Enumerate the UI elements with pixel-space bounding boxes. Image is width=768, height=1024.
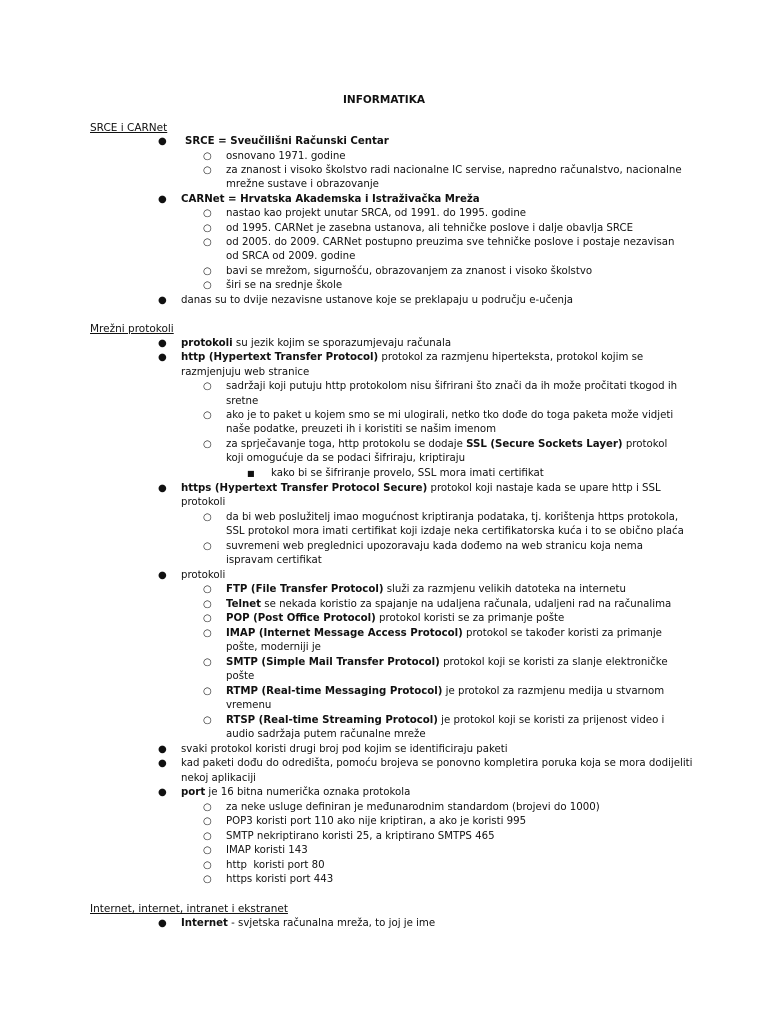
list-item: Internet - svjetska računalna mreža, to joj je ime bbox=[181, 918, 436, 929]
bullet-icon: ● bbox=[158, 352, 167, 363]
circle-bullet-icon: ○ bbox=[203, 802, 212, 813]
bullet-icon: ● bbox=[158, 483, 167, 494]
list-subitem: POP (Post Office Protocol) protokol koristi se za primanje pošte bbox=[226, 613, 565, 624]
circle-bullet-icon: ○ bbox=[203, 410, 212, 421]
circle-bullet-icon: ○ bbox=[203, 599, 212, 610]
list-item: SRCE = Sveučilišni Računski Centar bbox=[185, 136, 389, 147]
list-subitem-cont: koji omogućuje da se podaci šifriraju, kriptiraju bbox=[226, 453, 466, 464]
circle-bullet-icon: ○ bbox=[203, 816, 212, 827]
circle-bullet-icon: ○ bbox=[203, 512, 212, 523]
circle-bullet-icon: ○ bbox=[203, 208, 212, 219]
bullet-icon: ● bbox=[158, 338, 167, 349]
circle-bullet-icon: ○ bbox=[203, 439, 212, 450]
list-subitem-cont: naše podatke, preuzeti ih i koristiti se našim imenom bbox=[226, 424, 497, 435]
circle-bullet-icon: ○ bbox=[203, 874, 212, 885]
circle-bullet-icon: ○ bbox=[203, 613, 212, 624]
list-subitem: za znanost i visoko školstvo radi nacionalne IC servise, napredno računalstvo, nacionalne bbox=[226, 165, 682, 176]
list-subitem: https koristi port 443 bbox=[226, 874, 334, 885]
list-subitem: SMTP (Simple Mail Transfer Protocol) protokol koji se koristi za slanje elektroničke bbox=[226, 657, 668, 668]
list-item-cont: nekoj aplikaciji bbox=[181, 773, 256, 784]
square-bullet-icon: ■ bbox=[247, 469, 255, 478]
list-subitem: IMAP koristi 143 bbox=[226, 845, 308, 856]
list-item: http (Hypertext Transfer Protocol) protokol za razmjenu hiperteksta, protokol kojim se bbox=[181, 352, 644, 363]
list-item: kad paketi dođu do odredišta, pomoću brojeva se ponovno kompletira poruka koja se mora dodijeliti bbox=[181, 758, 693, 769]
bullet-icon: ● bbox=[158, 744, 167, 755]
list-subitem-cont: mrežne sustave i obrazovanje bbox=[226, 179, 379, 190]
circle-bullet-icon: ○ bbox=[203, 237, 212, 248]
list-subitem-cont: pošte bbox=[226, 671, 255, 682]
circle-bullet-icon: ○ bbox=[203, 831, 212, 842]
circle-bullet-icon: ○ bbox=[203, 584, 212, 595]
circle-bullet-icon: ○ bbox=[203, 686, 212, 697]
section-heading-internet: Internet, internet, intranet i ekstranet bbox=[90, 903, 288, 915]
list-subitem: za neke usluge definiran je međunarodnim standardom (brojevi do 1000) bbox=[226, 802, 600, 813]
list-subitem: da bi web poslužitelj imao mogućnost kriptiranja podataka, tj. korištenja https protokola, bbox=[226, 512, 679, 523]
list-subitem-cont: od SRCA od 2009. godine bbox=[226, 251, 356, 262]
section-heading-protocols: Mrežni protokoli bbox=[90, 323, 174, 335]
bullet-icon: ● bbox=[158, 758, 167, 769]
list-subitem: od 1995. CARNet je zasebna ustanova, ali tehničke poslove i dalje obavlja SRCE bbox=[226, 223, 634, 234]
circle-bullet-icon: ○ bbox=[203, 628, 212, 639]
list-subitem: nastao kao projekt unutar SRCA, od 1991. do 1995. godine bbox=[226, 208, 527, 219]
list-item-cont: razmjenjuju web stranice bbox=[181, 367, 310, 378]
list-item: https (Hypertext Transfer Protocol Secure) protokol koji nastaje kada se upare http i SSL bbox=[181, 483, 661, 494]
list-item: protokoli su jezik kojim se sporazumjevaju računala bbox=[181, 338, 452, 349]
list-subitem-cont: ispravam certifikat bbox=[226, 555, 322, 566]
list-subitem-cont: sretne bbox=[226, 396, 259, 407]
circle-bullet-icon: ○ bbox=[203, 266, 212, 277]
circle-bullet-icon: ○ bbox=[203, 151, 212, 162]
list-item-cont: protokoli bbox=[181, 497, 226, 508]
list-subitem: Telnet se nekada koristio za spajanje na udaljena računala, udaljeni rad na računalima bbox=[226, 599, 672, 610]
list-subitem: RTMP (Real-time Messaging Protocol) je protokol za razmjenu medija u stvarnom bbox=[226, 686, 665, 697]
list-subitem-cont: pošte, moderniji je bbox=[226, 642, 321, 653]
list-subsubitem: kako bi se šifriranje provelo, SSL mora imati certifikat bbox=[271, 468, 544, 479]
circle-bullet-icon: ○ bbox=[203, 381, 212, 392]
list-subitem-cont: SSL protokol mora imati certifikat koji izdaje neka certifikatorska kuća i to se obično plaća bbox=[226, 526, 684, 537]
list-item: svaki protokol koristi drugi broj pod kojim se identificiraju paketi bbox=[181, 744, 508, 755]
list-item: danas su to dvije nezavisne ustanove koje se preklapaju u području e-učenja bbox=[181, 295, 574, 306]
list-item: CARNet = Hrvatska Akademska i Istraživačka Mreža bbox=[181, 194, 480, 205]
document-title: INFORMATIKA bbox=[343, 94, 425, 106]
bullet-icon: ● bbox=[158, 918, 167, 929]
list-subitem-cont: vremenu bbox=[226, 700, 272, 711]
list-item: port je 16 bitna numerička oznaka protokola bbox=[181, 787, 411, 798]
list-subitem: IMAP (Internet Message Access Protocol) protokol se također koristi za primanje bbox=[226, 628, 662, 639]
bullet-icon: ● bbox=[158, 194, 167, 205]
bullet-icon: ● bbox=[158, 136, 167, 147]
list-item: protokoli bbox=[181, 570, 226, 581]
list-subitem: širi se na srednje škole bbox=[226, 280, 343, 291]
list-subitem: sadržaji koji putuju http protokolom nisu šifrirani što znači da ih može pročitati tkogod ih bbox=[226, 381, 678, 392]
bullet-icon: ● bbox=[158, 295, 167, 306]
circle-bullet-icon: ○ bbox=[203, 223, 212, 234]
list-subitem: http koristi port 80 bbox=[226, 860, 325, 871]
circle-bullet-icon: ○ bbox=[203, 860, 212, 871]
circle-bullet-icon: ○ bbox=[203, 541, 212, 552]
list-subitem: bavi se mrežom, sigurnošću, obrazovanjem za znanost i visoko školstvo bbox=[226, 266, 593, 277]
bullet-icon: ● bbox=[158, 787, 167, 798]
list-subitem: ako je to paket u kojem smo se mi ulogirali, netko tko dođe do toga paketa može vidjeti bbox=[226, 410, 674, 421]
circle-bullet-icon: ○ bbox=[203, 165, 212, 176]
list-subitem-cont: audio sadržaja putem računalne mreže bbox=[226, 729, 426, 740]
list-subitem: POP3 koristi port 110 ako nije kriptiran, a ako je koristi 995 bbox=[226, 816, 527, 827]
section-heading-srce-carnet: SRCE i CARNet bbox=[90, 122, 168, 134]
list-subitem: od 2005. do 2009. CARNet postupno preuzima sve tehničke poslove i postaje nezavisan bbox=[226, 237, 675, 248]
list-subitem: SMTP nekriptirano koristi 25, a kriptirano SMTPS 465 bbox=[226, 831, 495, 842]
circle-bullet-icon: ○ bbox=[203, 845, 212, 856]
bullet-icon: ● bbox=[158, 570, 167, 581]
list-subitem: FTP (File Transfer Protocol) služi za razmjenu velikih datoteka na internetu bbox=[226, 584, 626, 595]
circle-bullet-icon: ○ bbox=[203, 280, 212, 291]
circle-bullet-icon: ○ bbox=[203, 657, 212, 668]
list-subitem: RTSP (Real-time Streaming Protocol) je protokol koji se koristi za prijenost video i bbox=[226, 715, 665, 726]
circle-bullet-icon: ○ bbox=[203, 715, 212, 726]
list-subitem: osnovano 1971. godine bbox=[226, 151, 346, 162]
list-subitem: za sprječavanje toga, http protokolu se dodaje SSL (Secure Sockets Layer) protokol bbox=[226, 439, 668, 450]
list-subitem: suvremeni web preglednici upozoravaju kada dođemo na web stranicu koja nema bbox=[226, 541, 643, 552]
